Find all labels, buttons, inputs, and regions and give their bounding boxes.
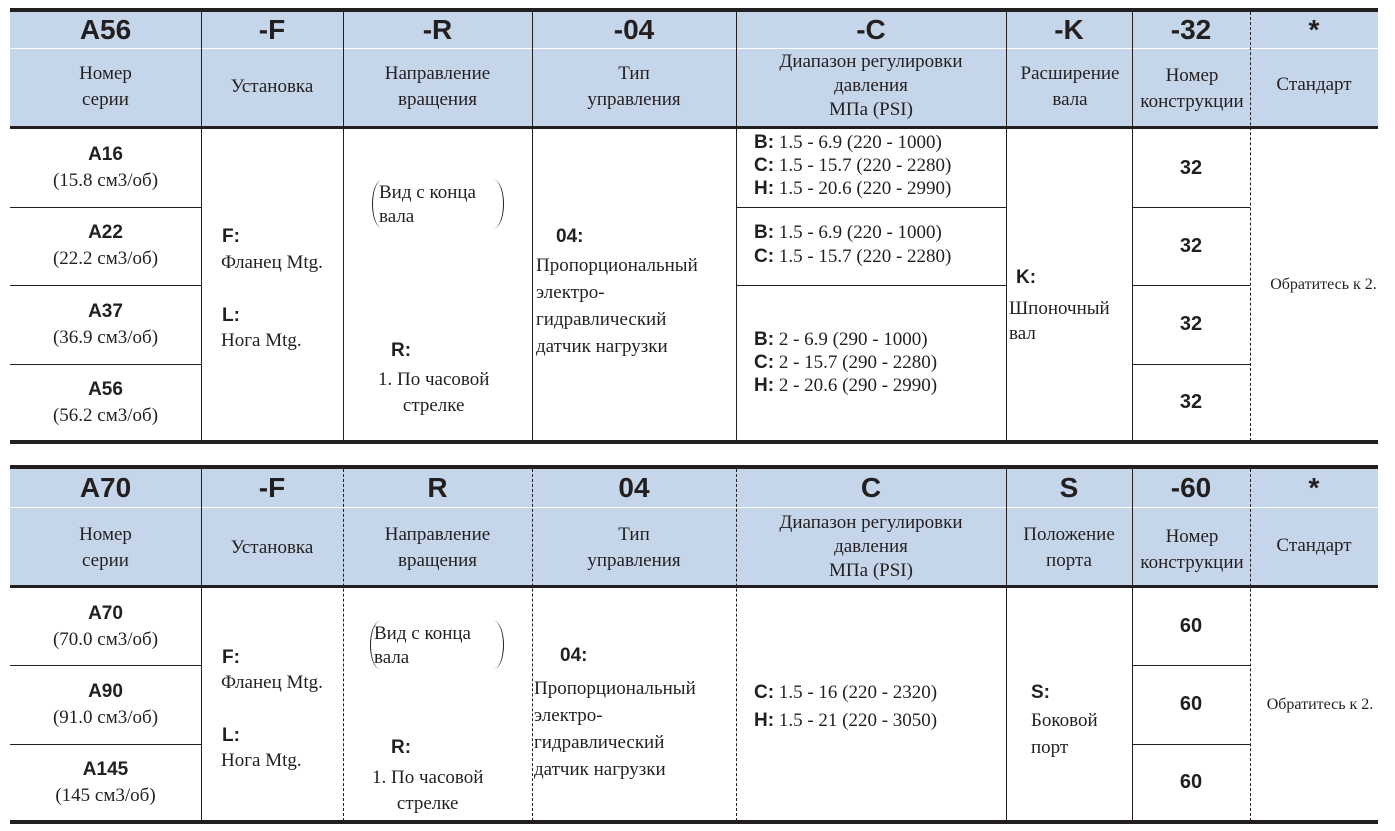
series-row: A22 (22.2 см3/об) [52,222,159,269]
pressure-group-2: B: 1.5 - 6.9 (220 - 1000) C: 1.5 - 15.7 (220 - 2280) [754,222,952,267]
series-row: A37 (36.9 см3/об) [52,300,159,348]
control-text: Пропорциональный электро- гидравлический датчик нагрузки [534,678,696,780]
design-number: 60 [1179,771,1203,793]
code-design: -60 [1170,472,1212,503]
control-code: 04: [556,226,584,247]
header-series: Номер серии [79,524,132,571]
shaft-code: K: [1016,267,1037,288]
header-design: Номер конструкции [1140,526,1244,573]
mounting-f-code: F: [222,647,240,668]
design-number: 60 [1179,693,1203,715]
mounting-f-code: F: [222,226,240,247]
header-pressure: Диапазон регулировки давления МПа (PSI) [779,51,963,120]
design-number: 32 [1179,313,1203,335]
port-text: Боковой порт [1031,710,1098,758]
pressure-group-3: B: 2 - 6.9 (290 - 1000) C: 2 - 15.7 (290 - 2280) H: 2 - 20.6 (290 - 2990) [754,329,938,396]
series-row: A70 (70.0 см3/об) [52,602,159,650]
code-series: A56 [79,14,132,45]
standard-note: Обратитесь к 2. [1270,276,1377,293]
pressure-group: C: 1.5 - 16 (220 - 2320) H: 1.5 - 21 (220 - 3050) [754,682,938,731]
code-control: -04 [613,14,655,45]
header-control: Тип управления [587,63,681,110]
design-number: 32 [1179,391,1203,413]
mounting-l-code: L: [222,725,240,746]
code-mounting: -F [258,14,286,45]
mounting-l-text: Нога Mtg. [221,330,302,351]
header-mounting: Установка [230,537,314,558]
code-control: 04 [618,472,650,503]
design-number: 60 [1179,615,1203,637]
series-row: A90 (91.0 см3/об) [52,680,159,728]
design-number: 32 [1179,234,1203,257]
mounting-f-text: Фланец Mtg. [221,672,323,693]
rotation-r-code: R: [391,737,412,758]
standard-note: Обратитесь к 2. [1266,695,1374,713]
header-series: Номер серии [79,63,132,110]
rotation-r-text: 1. По часовой стрелке [378,369,490,416]
series-row: A145 (145 см3/об) [55,758,156,806]
pressure-group-1: B: 1.5 - 6.9 (220 - 1000) C: 1.5 - 15.7 (220 - 2280) H: 1.5 - 20.6 (220 - 2990) [754,132,952,199]
header-standard: Стандарт [1276,535,1352,556]
code-rotation: R [427,472,448,503]
series-row: A16 (15.8 см3/об) [52,144,159,191]
rotation-r-text: 1. По часовой стрелке [372,767,484,814]
code-standard: * [1308,14,1320,45]
header-pressure: Диапазон регулировки давления МПа (PSI) [779,512,963,581]
code-shaft: -K [1054,14,1084,45]
control-code: 04: [560,645,588,666]
table-2-bottom-rule [10,820,1378,824]
port-code: S: [1031,682,1050,703]
code-pressure: -C [856,14,886,45]
rotation-note: Вид с конца вала [379,182,476,227]
code-standard: * [1308,472,1320,503]
code-pressure: C [860,472,882,503]
header-port: Положение порта [1023,524,1115,571]
shaft-text: Шпоночный вал [1009,298,1110,344]
control-text: Пропорциональный электро- гидравлический датчик нагрузки [536,255,698,357]
mounting-f-text: Фланец Mtg. [221,252,323,273]
header-standard: Стандарт [1276,74,1352,95]
code-port: S [1059,472,1079,503]
mounting-l-code: L: [222,305,240,326]
code-design: -32 [1170,14,1212,45]
header-control: Тип управления [587,524,681,571]
rotation-note: Вид с конца вала [374,623,471,668]
code-series: A70 [79,472,132,503]
code-rotation: -R [422,14,453,45]
header-mounting: Установка [230,76,314,97]
design-number: 32 [1179,156,1203,179]
table-1-bottom-rule [10,440,1378,444]
header-design: Номер конструкции [1140,65,1244,112]
rotation-r-code: R: [391,340,412,361]
series-row: A56 (56.2 см3/об) [52,378,159,426]
header-rotation: Направление вращения [384,63,491,110]
mounting-l-text: Нога Mtg. [221,750,302,771]
header-rotation: Направление вращения [384,524,491,571]
code-mounting: -F [258,472,286,503]
header-shaft: Расширение вала [1020,63,1120,110]
